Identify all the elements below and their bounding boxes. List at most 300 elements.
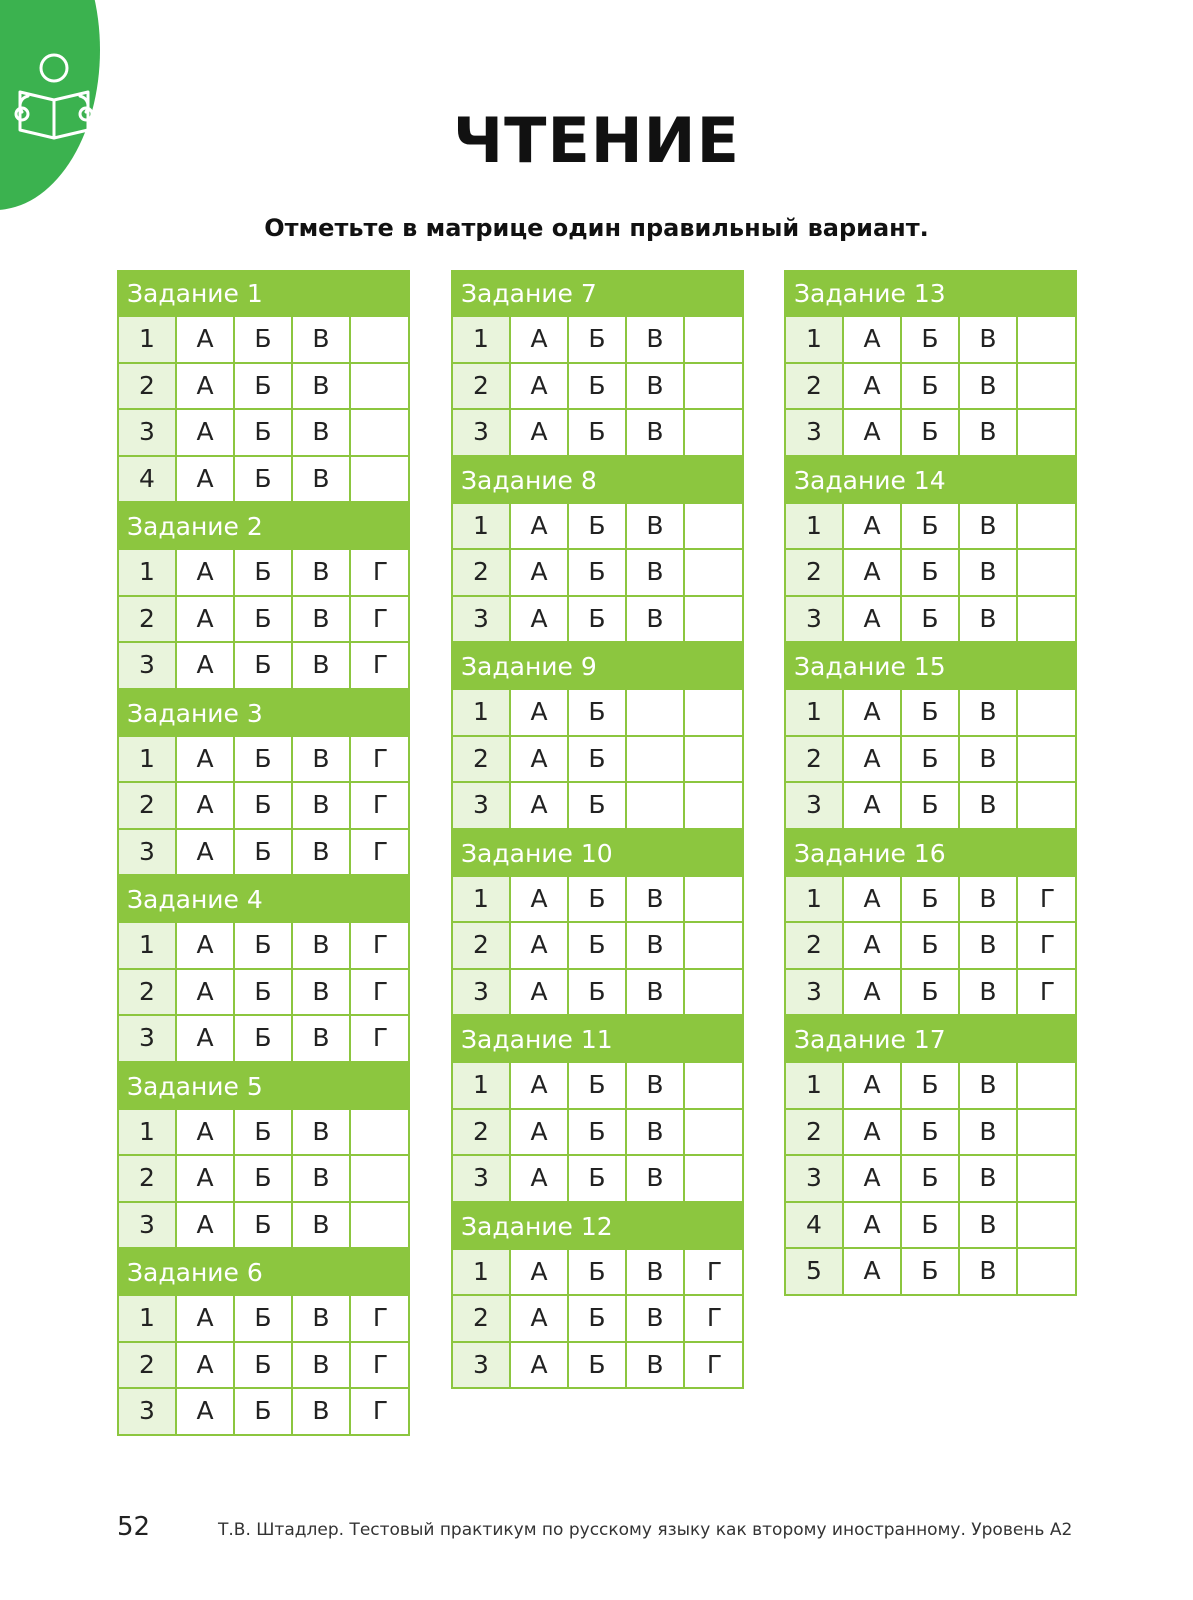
answer-option[interactable]: В	[293, 970, 351, 1015]
answer-option[interactable]: Б	[569, 923, 627, 968]
answer-option[interactable]: А	[844, 690, 902, 735]
answer-option[interactable]: А	[177, 1296, 235, 1341]
answer-option[interactable]: В	[627, 1296, 685, 1341]
answer-row	[117, 830, 410, 877]
answer-option[interactable]: Г	[372, 743, 389, 773]
answer-option[interactable]: Б	[902, 877, 960, 922]
task-block	[451, 1203, 744, 1390]
answer-option[interactable]: А	[844, 1203, 902, 1248]
answer-option[interactable]: Б	[569, 1296, 627, 1341]
empty-cell	[351, 1110, 410, 1155]
answer-option[interactable]: А	[511, 1250, 569, 1295]
question-number: 3	[786, 597, 844, 642]
answer-row	[451, 597, 744, 644]
answer-option[interactable]: В	[627, 550, 685, 595]
answer-option[interactable]: А	[844, 410, 902, 455]
answer-option[interactable]: А	[511, 923, 569, 968]
answer-option[interactable]: А	[177, 317, 235, 362]
answer-option[interactable]: Г	[372, 836, 389, 866]
question-number: 3	[453, 597, 511, 642]
answer-option[interactable]: Б	[235, 783, 293, 828]
answer-option[interactable]: Г	[706, 1256, 723, 1286]
answer-option[interactable]: В	[293, 737, 351, 782]
answer-option[interactable]: Г	[372, 650, 389, 679]
answer-row	[451, 970, 744, 1017]
answer-option[interactable]: Г	[1039, 883, 1056, 913]
answer-option[interactable]: А	[177, 783, 235, 828]
answer-row	[451, 737, 744, 784]
answer-option[interactable]: Г	[372, 557, 389, 586]
answer-option[interactable]: Б	[235, 830, 293, 875]
answer-option[interactable]: В	[627, 1156, 685, 1201]
answer-row	[784, 783, 1077, 830]
answer-option[interactable]: А	[511, 1343, 569, 1388]
answer-option[interactable]: Б	[569, 1250, 627, 1295]
empty-cell	[1018, 504, 1077, 549]
answer-option[interactable]: А	[844, 783, 902, 828]
answer-option[interactable]: А	[177, 457, 235, 502]
answer-option[interactable]: А	[177, 1203, 235, 1248]
answer-option[interactable]: А	[177, 737, 235, 782]
empty-cell	[1018, 550, 1077, 595]
answer-row	[784, 550, 1077, 597]
answer-column-1	[117, 270, 410, 1436]
answer-option[interactable]: Б	[569, 410, 627, 455]
answer-option[interactable]: В	[293, 364, 351, 409]
answer-option[interactable]: А	[511, 783, 569, 828]
answer-option[interactable]: В	[627, 1343, 685, 1388]
question-number: 3	[786, 783, 844, 828]
answer-option[interactable]: А	[177, 1110, 235, 1155]
empty-cell	[1018, 364, 1077, 409]
question-number: 1	[453, 317, 511, 362]
answer-option[interactable]: А	[511, 877, 569, 922]
answer-option[interactable]: В	[293, 643, 351, 688]
answer-option[interactable]: А	[844, 877, 902, 922]
answer-option[interactable]: А	[511, 1063, 569, 1108]
answer-row	[451, 504, 744, 551]
task-block	[451, 830, 744, 1017]
question-number: 3	[786, 410, 844, 455]
answer-option[interactable]: В	[293, 783, 351, 828]
answer-option[interactable]: Б	[569, 783, 627, 828]
answer-option[interactable]: Г	[372, 930, 389, 959]
answer-option[interactable]: Б	[235, 1389, 293, 1434]
answer-option[interactable]: В	[627, 877, 685, 922]
answer-option[interactable]: Б	[902, 410, 960, 455]
answer-option[interactable]: Б	[569, 364, 627, 409]
answer-row	[784, 1110, 1077, 1157]
answer-option[interactable]: В	[627, 1250, 685, 1295]
empty-cell	[1018, 1203, 1077, 1248]
answer-row	[451, 1296, 744, 1343]
answer-option[interactable]: Б	[569, 504, 627, 549]
task-block	[117, 1249, 410, 1436]
answer-option[interactable]: А	[844, 923, 902, 968]
answer-option[interactable]: Б	[235, 970, 293, 1015]
task-block	[117, 876, 410, 1063]
answer-option[interactable]: В	[960, 1203, 1018, 1248]
answer-option[interactable]: А	[511, 970, 569, 1015]
answer-option[interactable]: Б	[235, 1296, 293, 1341]
answer-option[interactable]: В	[627, 317, 685, 362]
answer-option[interactable]: Б	[235, 1110, 293, 1155]
question-number: 5	[786, 1249, 844, 1294]
question-number: 2	[453, 364, 511, 409]
task-header: Задание 11	[451, 1016, 744, 1063]
empty-cell	[1018, 1249, 1077, 1294]
answer-option[interactable]: Г	[1039, 976, 1056, 1006]
question-number: 2	[119, 1343, 177, 1388]
answer-option[interactable]: Б	[902, 1156, 960, 1201]
answer-option[interactable]: А	[177, 830, 235, 875]
answer-option[interactable]: А	[511, 597, 569, 642]
answer-row	[117, 1110, 410, 1157]
task-block	[451, 643, 744, 830]
task-header: Задание 9	[451, 643, 744, 690]
task-block	[117, 690, 410, 877]
question-number: 3	[453, 1156, 511, 1201]
empty-cell	[685, 550, 744, 595]
question-number: 2	[453, 1296, 511, 1341]
answer-row	[784, 364, 1077, 411]
question-number: 3	[453, 410, 511, 455]
empty-cell	[685, 737, 744, 782]
answer-option[interactable]: В	[960, 597, 1018, 642]
answer-option[interactable]: А	[844, 1063, 902, 1108]
answer-row	[451, 690, 744, 737]
task-header: Задание 16	[784, 830, 1077, 877]
empty-cell	[351, 1156, 410, 1201]
answer-row	[451, 1343, 744, 1390]
question-number: 1	[119, 737, 177, 782]
answer-option[interactable]: В	[960, 970, 1018, 1015]
answer-option[interactable]: Г	[372, 1396, 389, 1425]
answer-option[interactable]: Б	[569, 1110, 627, 1155]
answer-option[interactable]: В	[627, 410, 685, 455]
question-number: 1	[119, 1110, 177, 1155]
question-number: 1	[786, 877, 844, 922]
question-number: 2	[453, 1110, 511, 1155]
empty-cell	[685, 1110, 744, 1155]
task-block	[117, 503, 410, 690]
answer-option[interactable]: А	[844, 1156, 902, 1201]
answer-option[interactable]: А	[177, 410, 235, 455]
question-number: 1	[119, 317, 177, 362]
answer-option[interactable]: Г	[372, 790, 389, 819]
answer-option[interactable]: А	[177, 1156, 235, 1201]
answer-option[interactable]: В	[293, 1203, 351, 1248]
answer-option[interactable]: Б	[902, 737, 960, 782]
answer-option[interactable]: А	[177, 643, 235, 688]
answer-option[interactable]: В	[293, 597, 351, 642]
answer-option[interactable]: Б	[569, 877, 627, 922]
answer-option[interactable]: В	[293, 1110, 351, 1155]
answer-option[interactable]: Б	[235, 643, 293, 688]
answer-option[interactable]: В	[960, 1156, 1018, 1201]
answer-option[interactable]: В	[960, 504, 1018, 549]
answer-option[interactable]: В	[293, 317, 351, 362]
answer-option[interactable]: А	[177, 970, 235, 1015]
answer-option[interactable]: А	[511, 410, 569, 455]
answer-option[interactable]: В	[293, 410, 351, 455]
task-block	[117, 270, 410, 503]
answer-option[interactable]: Б	[235, 1156, 293, 1201]
question-number: 2	[119, 970, 177, 1015]
answer-row	[784, 597, 1077, 644]
answer-option[interactable]: А	[844, 737, 902, 782]
task-header: Задание 12	[451, 1203, 744, 1250]
answer-option[interactable]: Б	[902, 364, 960, 409]
answer-option[interactable]: А	[844, 504, 902, 549]
empty-cell	[685, 364, 744, 409]
empty-cell	[685, 1063, 744, 1108]
answer-option[interactable]: Б	[902, 1110, 960, 1155]
empty-cell	[1018, 410, 1077, 455]
answer-option[interactable]: Б	[569, 317, 627, 362]
answer-option[interactable]: А	[844, 364, 902, 409]
answer-option[interactable]: Б	[902, 550, 960, 595]
answer-option[interactable]: А	[844, 1249, 902, 1294]
answer-option[interactable]: А	[511, 364, 569, 409]
question-number: 2	[786, 923, 844, 968]
answer-row	[117, 457, 410, 504]
answer-option[interactable]: Б	[235, 550, 293, 595]
answer-option[interactable]: Б	[902, 923, 960, 968]
question-number: 2	[786, 364, 844, 409]
answer-option[interactable]: Б	[902, 970, 960, 1015]
task-header: Задание 5	[117, 1063, 410, 1110]
question-number: 2	[453, 550, 511, 595]
answer-option[interactable]: Г	[372, 1349, 389, 1379]
answer-option[interactable]: В	[293, 830, 351, 875]
question-number: 1	[119, 1296, 177, 1341]
answer-row	[117, 643, 410, 690]
answer-row	[117, 1203, 410, 1250]
answer-option[interactable]: Б	[902, 317, 960, 362]
answer-option[interactable]: А	[177, 1343, 235, 1388]
empty-cell	[685, 317, 744, 362]
question-number: 1	[786, 1063, 844, 1108]
answer-option[interactable]: Б	[235, 457, 293, 502]
answer-option[interactable]: А	[511, 550, 569, 595]
question-number: 1	[786, 690, 844, 735]
answer-option[interactable]: А	[844, 970, 902, 1015]
answer-option[interactable]: Б	[569, 970, 627, 1015]
answer-option[interactable]: А	[844, 597, 902, 642]
answer-row	[117, 364, 410, 411]
answer-option[interactable]: В	[960, 1063, 1018, 1108]
answer-option[interactable]: А	[844, 1110, 902, 1155]
answer-option[interactable]: Б	[569, 597, 627, 642]
empty-cell	[685, 1156, 744, 1201]
question-number: 3	[786, 1156, 844, 1201]
answer-option[interactable]: В	[960, 1110, 1018, 1155]
question-number: 1	[786, 317, 844, 362]
answer-option[interactable]: Б	[235, 923, 293, 968]
answer-row	[117, 550, 410, 597]
answer-option[interactable]: Б	[569, 690, 627, 735]
answer-option[interactable]: В	[960, 877, 1018, 922]
empty-cell	[351, 457, 410, 502]
empty-cell	[1018, 597, 1077, 642]
answer-option[interactable]: А	[511, 317, 569, 362]
answer-option[interactable]: В	[293, 923, 351, 968]
answer-option[interactable]: В	[960, 923, 1018, 968]
answer-row	[117, 1016, 410, 1063]
answer-row	[117, 737, 410, 784]
task-header: Задание 15	[784, 643, 1077, 690]
answer-row	[117, 970, 410, 1017]
empty-cell	[351, 317, 410, 362]
answer-option[interactable]: А	[844, 317, 902, 362]
answer-option[interactable]: А	[511, 504, 569, 549]
answer-row	[451, 364, 744, 411]
task-header: Задание 10	[451, 830, 744, 877]
answer-option[interactable]: Б	[569, 550, 627, 595]
answer-option[interactable]: В	[960, 737, 1018, 782]
page-number: 52	[117, 1512, 151, 1542]
question-number: 3	[786, 970, 844, 1015]
answer-option[interactable]: А	[511, 1156, 569, 1201]
answer-option[interactable]: В	[960, 783, 1018, 828]
answer-option[interactable]: В	[293, 1296, 351, 1341]
answer-option[interactable]: В	[960, 364, 1018, 409]
answer-option[interactable]: Г	[706, 1349, 723, 1379]
answer-row	[117, 923, 410, 970]
answer-option[interactable]: В	[627, 364, 685, 409]
question-number: 4	[786, 1203, 844, 1248]
answer-option[interactable]: А	[844, 550, 902, 595]
empty-cell	[351, 1203, 410, 1248]
empty-cell	[627, 737, 685, 782]
question-number: 1	[119, 550, 177, 595]
answer-row	[117, 317, 410, 364]
answer-option[interactable]: Г	[1039, 930, 1056, 959]
answer-option[interactable]: В	[960, 410, 1018, 455]
question-number: 1	[453, 877, 511, 922]
answer-option[interactable]: Б	[235, 1343, 293, 1388]
answer-row	[117, 1156, 410, 1203]
answer-row	[117, 783, 410, 830]
answer-row	[451, 410, 744, 457]
answer-option[interactable]: А	[177, 364, 235, 409]
empty-cell	[1018, 690, 1077, 735]
task-block	[784, 270, 1077, 457]
answer-row	[117, 1296, 410, 1343]
answer-row	[784, 317, 1077, 364]
answer-option[interactable]: В	[960, 317, 1018, 362]
answer-row	[784, 970, 1077, 1017]
answer-option[interactable]: Г	[372, 976, 389, 1006]
answer-option[interactable]: Г	[372, 603, 389, 633]
task-header: Задание 8	[451, 457, 744, 504]
answer-option[interactable]: В	[627, 597, 685, 642]
answer-option[interactable]: В	[960, 1249, 1018, 1294]
answer-option[interactable]: В	[627, 923, 685, 968]
answer-option[interactable]: Б	[902, 1203, 960, 1248]
answer-option[interactable]: В	[293, 1156, 351, 1201]
answer-option[interactable]: Г	[706, 1303, 723, 1332]
answer-option[interactable]: В	[293, 550, 351, 595]
answer-option[interactable]: Б	[902, 1249, 960, 1294]
answer-option[interactable]: Б	[902, 690, 960, 735]
answer-row	[784, 1063, 1077, 1110]
question-number: 1	[786, 504, 844, 549]
question-number: 1	[453, 690, 511, 735]
answer-option[interactable]: А	[177, 597, 235, 642]
answer-option[interactable]: А	[511, 1110, 569, 1155]
empty-cell	[1018, 317, 1077, 362]
answer-option[interactable]: А	[511, 737, 569, 782]
answer-row	[451, 1063, 744, 1110]
answer-option[interactable]: В	[627, 1063, 685, 1108]
answer-option[interactable]: В	[293, 1389, 351, 1434]
answer-option[interactable]: Г	[372, 1023, 389, 1052]
answer-option[interactable]: Б	[902, 1063, 960, 1108]
empty-cell	[685, 597, 744, 642]
answer-option[interactable]: Б	[235, 364, 293, 409]
answer-option[interactable]: Б	[569, 1063, 627, 1108]
answer-option[interactable]: А	[177, 1016, 235, 1061]
question-number: 3	[119, 1203, 177, 1248]
answer-option[interactable]: В	[293, 457, 351, 502]
task-header: Задание 7	[451, 270, 744, 317]
answer-option[interactable]: Б	[235, 1016, 293, 1061]
task-header: Задание 14	[784, 457, 1077, 504]
answer-option[interactable]: Г	[372, 1303, 389, 1332]
answer-option[interactable]: А	[177, 1389, 235, 1434]
question-number: 3	[119, 410, 177, 455]
answer-option[interactable]: А	[511, 1296, 569, 1341]
answer-row	[117, 1389, 410, 1436]
answer-option[interactable]: Б	[235, 410, 293, 455]
answer-row	[451, 783, 744, 830]
answer-option[interactable]: В	[293, 1343, 351, 1388]
answer-option[interactable]: Б	[902, 504, 960, 549]
answer-option[interactable]: Б	[235, 597, 293, 642]
answer-option[interactable]: В	[627, 1110, 685, 1155]
question-number: 2	[119, 364, 177, 409]
answer-option[interactable]: Б	[235, 317, 293, 362]
answer-row	[451, 1110, 744, 1157]
answer-option[interactable]: Б	[902, 783, 960, 828]
answer-option[interactable]: Б	[902, 597, 960, 642]
task-header: Задание 2	[117, 503, 410, 550]
answer-option[interactable]: В	[627, 504, 685, 549]
answer-option[interactable]: Б	[235, 1203, 293, 1248]
answer-row	[784, 1249, 1077, 1296]
answer-option[interactable]: А	[177, 550, 235, 595]
answer-option[interactable]: Б	[569, 1156, 627, 1201]
task-header: Задание 6	[117, 1249, 410, 1296]
task-block	[784, 643, 1077, 830]
answer-option[interactable]: В	[960, 690, 1018, 735]
answer-option[interactable]: В	[293, 1016, 351, 1061]
answer-option[interactable]: А	[511, 690, 569, 735]
answer-row	[451, 550, 744, 597]
answer-option[interactable]: Б	[569, 737, 627, 782]
answer-row	[784, 504, 1077, 551]
answer-option[interactable]: В	[627, 970, 685, 1015]
answer-option[interactable]: Б	[569, 1343, 627, 1388]
answer-option[interactable]: Б	[235, 737, 293, 782]
empty-cell	[685, 410, 744, 455]
task-header: Задание 1	[117, 270, 410, 317]
task-block	[451, 457, 744, 644]
answer-option[interactable]: В	[960, 550, 1018, 595]
answer-option[interactable]: А	[177, 923, 235, 968]
